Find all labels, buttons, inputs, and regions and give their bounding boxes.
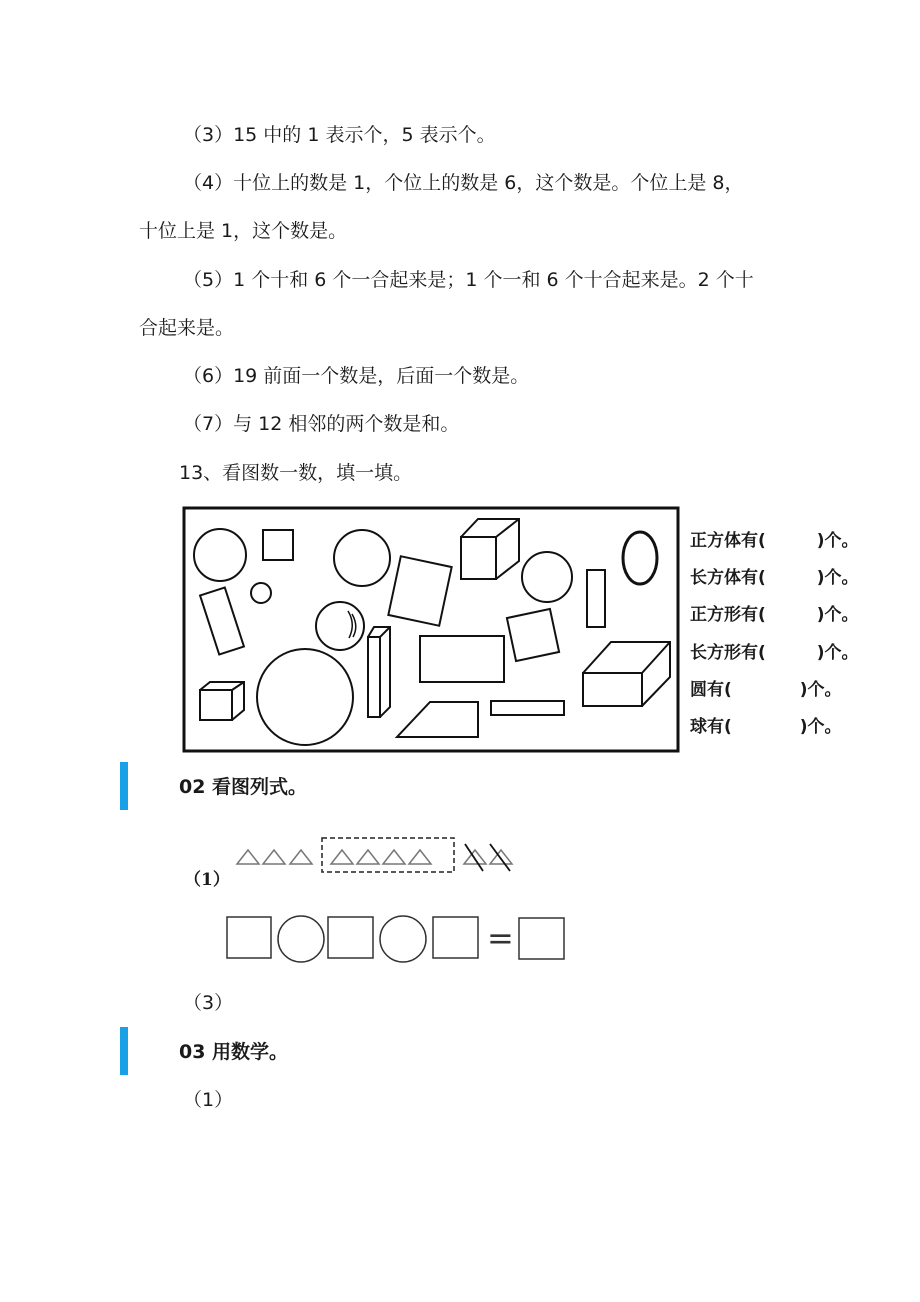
label-sphere: 球有( )个。: [690, 716, 842, 737]
section-02-title: 02 看图列式。: [179, 776, 308, 798]
triangle-icon: [383, 850, 405, 864]
triangle-icon: [331, 850, 353, 864]
answer-box: [227, 917, 271, 958]
label-circle: 圆有( )个。: [690, 679, 842, 700]
triangle-icon: [490, 850, 512, 864]
q12-item-4-line1: （4）十位上的数是 1，个位上的数是 6，这个数是。个位上是 8，: [183, 172, 744, 194]
answer-box: [328, 917, 373, 958]
answer-box: [433, 917, 478, 958]
q13-title: 13、看图数一数，填一填。: [179, 462, 413, 484]
section-03-accent-bar: [120, 1027, 128, 1075]
section-03-sub-1: （1）: [183, 1089, 234, 1111]
label-cube: 正方体有( )个。: [690, 531, 859, 551]
section-02-sub-3: （3）: [183, 992, 234, 1014]
triangle-icon: [409, 850, 431, 864]
triangle-icon: [263, 850, 285, 864]
label-rectangle: 长方形有( )个。: [690, 642, 859, 663]
figure-1-label: （1）: [184, 870, 230, 890]
section-03-title: 03 用数学。: [179, 1041, 289, 1063]
q12-item-6: （6）19 前面一个数是，后面一个数是。: [183, 365, 530, 387]
triangle-icon: [464, 850, 486, 864]
q12-item-7: （7）与 12 相邻的两个数是和。: [183, 413, 460, 435]
answer-box: [519, 918, 564, 959]
q12-item-4-line2: 十位上是 1，这个数是。: [139, 220, 348, 242]
label-cuboid: 长方体有( )个。: [690, 568, 859, 589]
triangle-icon: [290, 850, 312, 864]
q12-item-5-line1: （5）1 个十和 6 个一合起来是；1 个一和 6 个十合起来是。2 个十: [183, 269, 754, 291]
triangle-icon: [237, 850, 259, 864]
q12-item-5-line2: 合起来是。: [139, 317, 235, 339]
operator-circle: [278, 916, 324, 962]
equals-sign: =: [487, 919, 514, 957]
triangle-icon: [357, 850, 379, 864]
q12-item-3: （3）15 中的 1 表示个，5 表示个。: [183, 124, 496, 146]
dashed-group-box: [322, 838, 454, 872]
label-square: 正方形有( )个。: [690, 605, 859, 626]
operator-circle: [380, 916, 426, 962]
